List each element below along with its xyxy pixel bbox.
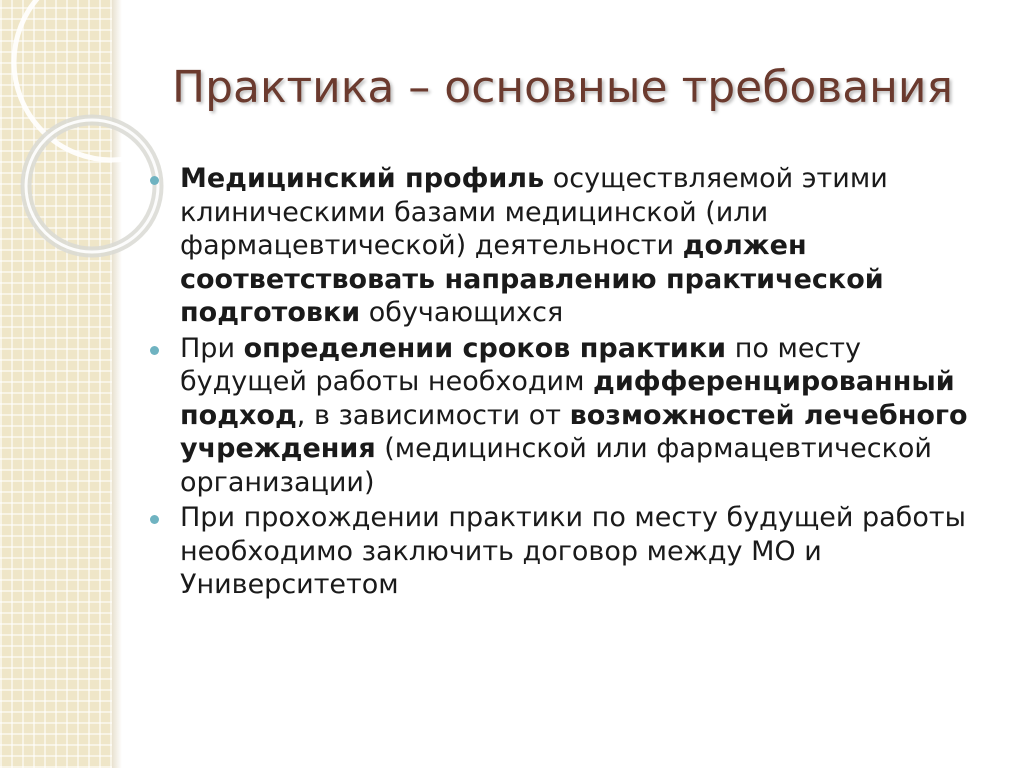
bullet-text-run: дифференцированный подход bbox=[180, 366, 955, 431]
bullet-item-practice-terms bbox=[148, 332, 988, 500]
bullet-dot-icon bbox=[150, 176, 159, 185]
bullet-item-contract bbox=[148, 501, 988, 602]
bullet-text-run: по месту будущей работы необходим bbox=[180, 332, 861, 397]
bullet-text-run: (медицинской или фармацевтической организации) bbox=[180, 433, 932, 498]
bullet-item-medical-profile bbox=[148, 162, 988, 330]
bullet-text-run: осуществляемой этими клиническими базами медицинской (или фармацевтической) деятельности bbox=[180, 163, 888, 261]
bullet-text-run: обучающихся bbox=[360, 297, 564, 328]
bullet-list bbox=[148, 162, 988, 604]
bullet-text-run: Медицинский профиль bbox=[180, 163, 545, 194]
bullet-text-run: определении сроков практики bbox=[243, 332, 727, 364]
decorative-ring-medium-highlight bbox=[26, 120, 158, 252]
bullet-dot-icon bbox=[150, 515, 159, 524]
bullet-dot-icon bbox=[150, 346, 159, 355]
bullet-text-run: должен соответствовать направлению практической подготовки bbox=[180, 230, 884, 328]
bullet-text-run: возможностей лечебного учреждения bbox=[180, 399, 968, 464]
slide-title: Практика – основные требования bbox=[172, 62, 953, 113]
bullet-text-run: , в зависимости от bbox=[296, 399, 570, 431]
bullet-text-run: При прохождении практики по месту будущей работы необходимо заключить договор между МО и Университетом bbox=[180, 502, 966, 600]
bullet-text-run: При bbox=[180, 332, 244, 364]
